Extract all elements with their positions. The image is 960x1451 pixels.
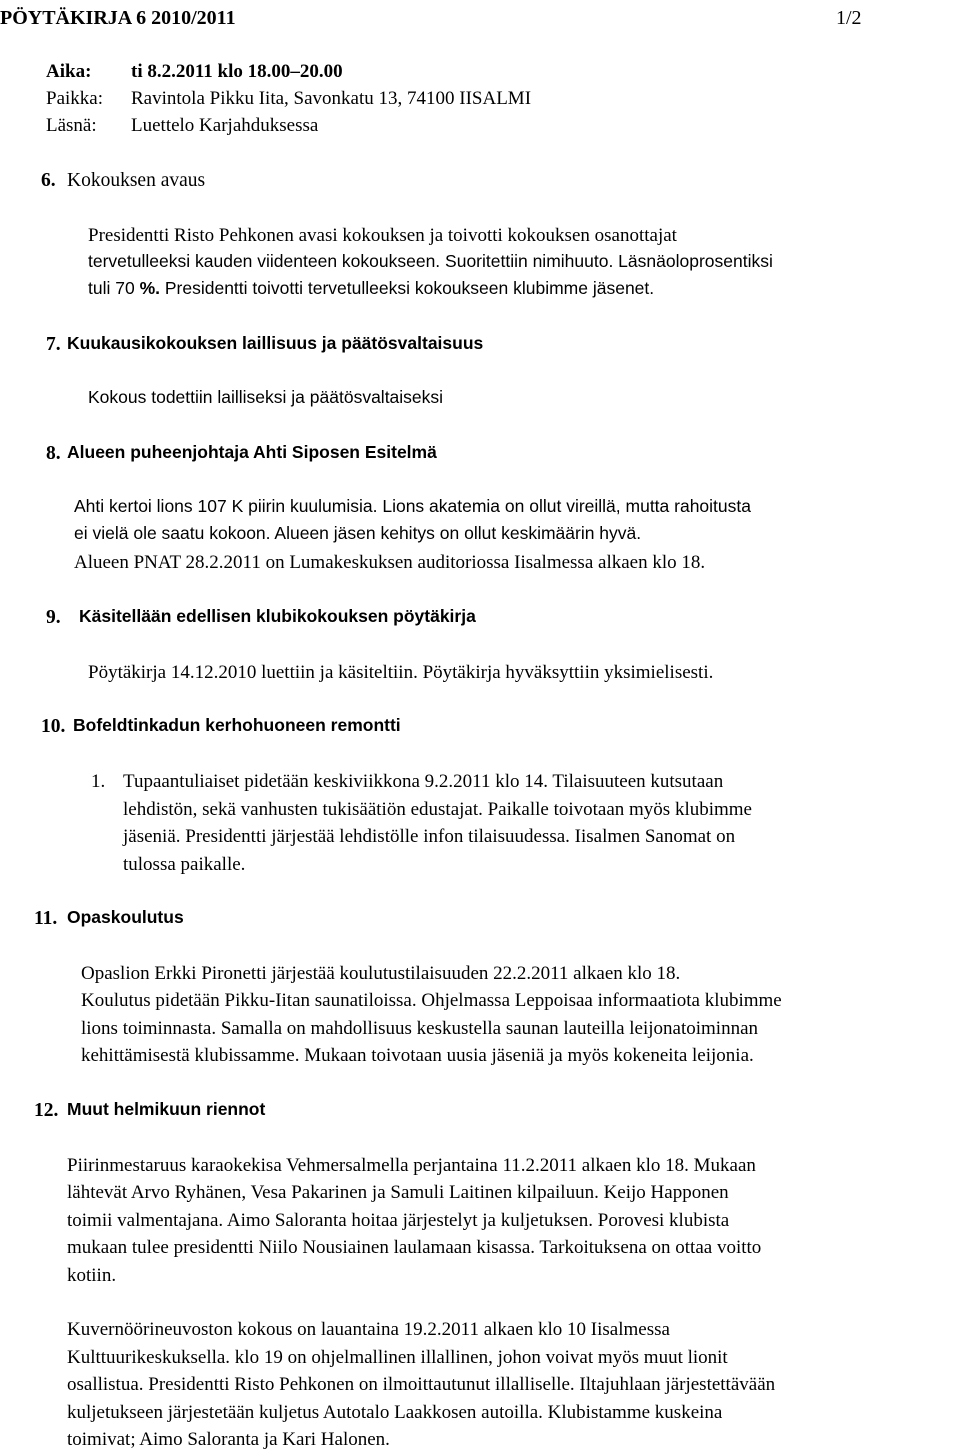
section-11-line-4: kehittämisestä klubissamme. Mukaan toivotaan uusia jäseniä ja myös kokeneita leijonia. (81, 1045, 754, 1066)
section-10-line-4: tulossa paikalle. (123, 854, 246, 875)
place-label: Paikka: (46, 88, 103, 109)
section-7-title: Kuukausikokouksen laillisuus ja päätösvaltaisuus (67, 333, 484, 353)
section-10-title: Bofeldtinkadun kerhohuoneen remontti (73, 715, 401, 735)
section-7-number: 7. (46, 334, 61, 355)
section-6-title: Kokouksen avaus (67, 170, 206, 191)
section-8-line-3: Alueen PNAT 28.2.2011 on Lumakeskuksen auditoriossa Iisalmessa alkaen klo 18. (74, 552, 706, 573)
section-12-number: 12. (34, 1100, 59, 1121)
section-12-p2-line: Kuvernöörineuvoston kokous on lauantaina 19.2.2011 alkaen klo 10 Iisalmessa (67, 1319, 670, 1340)
section-6-number: 6. (41, 170, 56, 191)
section-10-line-2: lehdistön, sekä vanhusten tukisäätiön edustajat. Paikalle toivotaan myös klubimme (123, 799, 752, 820)
place-value: Ravintola Pikku Iita, Savonkatu 13, 74100 IISALMI (131, 88, 532, 109)
section-12-p2-line: kuljetukseen järjestetään kuljetus Autotalo Laakkosen autoilla. Klubistamme kuskeina (67, 1402, 723, 1423)
present-label: Läsnä: (46, 115, 97, 136)
section-12-p1-line: toimii valmentajana. Aimo Saloranta hoitaa järjestelyt ja kuljetuksen. Porovesi klubista (67, 1210, 730, 1231)
section-10-line-1: Tupaantuliaiset pidetään keskiviikkona 9.2.2011 klo 14. Tilaisuuteen kutsutaan (123, 771, 724, 792)
section-6-line-3 (88, 280, 654, 298)
section-11-line-2: Koulutus pidetään Pikku-Iitan saunatiloissa. Ohjelmassa Leppoisaa informaatiota klubimme (81, 990, 782, 1011)
section-8-number: 8. (46, 443, 61, 464)
section-9-number: 9. (46, 607, 61, 628)
section-10-item-number: 1. (91, 771, 106, 792)
section-12-p2-line: Kulttuurikeskuksella. klo 19 on ohjelmallinen illallinen, johon voivat myös muut lionit (67, 1347, 728, 1368)
section-8-line-1: Ahti kertoi lions 107 K piirin kuulumisia. Lions akatemia on ollut vireillä, mutta rahoitusta (74, 496, 751, 516)
section-11-line-1: Opaslion Erkki Pironetti järjestää koulutustilaisuuden 22.2.2011 alkaen klo 18. (81, 963, 681, 984)
time-label: Aika: (46, 61, 92, 82)
section-11-title: Opaskoulutus (67, 907, 184, 927)
section-12-p1-line: Piirinmestaruus karaokekisa Vehmersalmella perjantaina 11.2.2011 alkaen klo 18. Mukaan (67, 1155, 756, 1176)
page-number: 1/2 (836, 7, 862, 29)
section-7-line-1: Kokous todettiin lailliseksi ja päätösvaltaiseksi (88, 387, 444, 407)
present-value: Luettelo Karjahduksessa (131, 115, 319, 136)
section-6-line-1: Presidentti Risto Pehkonen avasi kokouksen ja toivotti kokouksen osanottajat (88, 225, 677, 246)
section-12-p1-line: mukaan tulee presidentti Niilo Nousiainen laulamaan kisassa. Tarkoituksena on ottaa voitto (67, 1237, 762, 1258)
section-12-p2-line: osallistua. Presidentti Risto Pehkonen on ilmoittautunut illalliselle. Iltajuhlaan järjestettävään (67, 1374, 776, 1395)
welcome-text: Presidentti toivotti tervetulleeksi kokoukseen klubimme jäsenet. (160, 278, 655, 298)
attendance-percent: %. (139, 278, 160, 298)
section-11-number: 11. (34, 908, 58, 929)
section-12-p2-line: toimivat; Aimo Saloranta ja Kari Halonen. (67, 1429, 390, 1450)
section-11-line-3: lions toiminnasta. Samalla on mahdollisuus keskustella saunan lauteilla leijonatoiminnan (81, 1018, 759, 1039)
section-12-title: Muut helmikuun riennot (67, 1099, 266, 1119)
section-12-p1-line: kotiin. (67, 1265, 117, 1286)
section-10-number: 10. (41, 716, 66, 737)
section-9-line-1: Pöytäkirja 14.12.2010 luettiin ja käsiteltiin. Pöytäkirja hyväksyttiin yksimielisesti. (88, 662, 714, 683)
document-title: PÖYTÄKIRJA 6 2010/2011 (0, 7, 236, 29)
section-10-line-3: jäseniä. Presidentti järjestää lehdistölle infon tilaisuudessa. Iisalmen Sanomat on (123, 826, 736, 847)
time-value: ti 8.2.2011 klo 18.00–20.00 (131, 61, 343, 82)
section-8-line-2: ei vielä ole saatu kokoon. Alueen jäsen kehitys on ollut keskimäärin hyvä. (74, 523, 642, 543)
attendance-text: tuli 70 (88, 278, 140, 298)
section-9-title: Käsitellään edellisen klubikokouksen pöytäkirja (79, 606, 476, 626)
section-12-p1-line: lähtevät Arvo Ryhänen, Vesa Pakarinen ja Samuli Laitinen kilpailuun. Keijo Happonen (67, 1182, 729, 1203)
section-8-title: Alueen puheenjohtaja Ahti Siposen Esitelmä (67, 442, 437, 462)
section-6-line-2: tervetulleeksi kauden viidenteen kokoukseen. Suoritettiin nimihuuto. Läsnäoloprosentiksi (88, 251, 773, 271)
